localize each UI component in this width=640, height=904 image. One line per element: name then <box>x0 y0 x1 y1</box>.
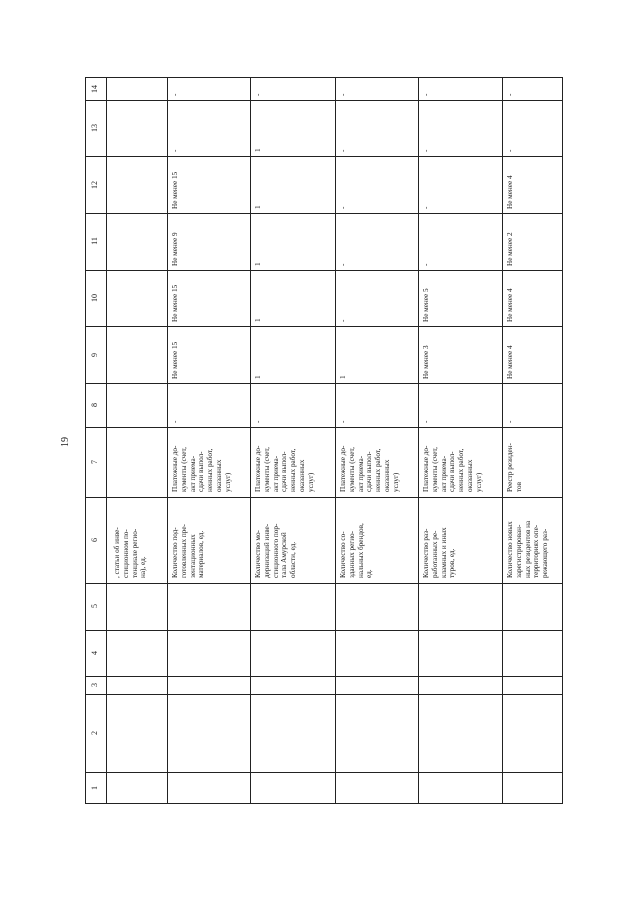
row-border <box>335 77 336 804</box>
value-cell: - <box>339 149 347 152</box>
column-border <box>85 213 563 214</box>
value-cell: - <box>422 93 430 96</box>
column-number: 4 <box>90 651 99 655</box>
column-number: 8 <box>90 403 99 407</box>
value-cell: - <box>254 93 262 96</box>
value-cell: Не менее 15 <box>171 341 179 379</box>
column-number: 2 <box>90 731 99 735</box>
source-cell: Платежные до- кументы (счет, акт приема- сдачи выпол- ненных работ, оказанных услуг) <box>254 445 315 492</box>
value-cell: - <box>506 149 514 152</box>
value-cell: 1 <box>254 375 262 379</box>
column-number: 5 <box>90 604 99 608</box>
indicator-cell: Количество мо- дернизаций инве- стиционного пор- тала Амурской области, ед. <box>254 523 298 578</box>
value-cell: Не менее 3 <box>422 345 430 379</box>
value-cell: - <box>422 206 430 209</box>
row-border <box>106 77 107 804</box>
value-cell: - <box>339 319 347 322</box>
column-border <box>85 694 563 695</box>
value-cell: - <box>339 420 347 423</box>
value-cell: - <box>506 93 514 96</box>
value-cell: 1 <box>254 148 262 152</box>
indicator-cell: Количество со- зданных регио- нальных брендов, ед. <box>339 523 374 578</box>
column-number: 6 <box>90 538 99 542</box>
column-number: 7 <box>90 460 99 464</box>
value-cell: 1 <box>254 262 262 266</box>
column-border <box>85 427 563 428</box>
value-cell: - <box>171 149 179 152</box>
row-border <box>250 77 251 804</box>
value-cell: - <box>254 420 262 423</box>
value-cell: Не менее 15 <box>171 284 179 322</box>
value-cell: 1 <box>254 205 262 209</box>
value-cell: - <box>422 263 430 266</box>
value-cell: Не менее 4 <box>506 175 514 209</box>
column-number: 3 <box>90 683 99 687</box>
value-cell: Не менее 4 <box>506 345 514 379</box>
column-number: 13 <box>90 124 99 132</box>
column-border <box>85 270 563 271</box>
value-cell: - <box>171 93 179 96</box>
source-cell: Реестр резиден- тов <box>506 443 523 492</box>
value-cell: Не менее 9 <box>171 232 179 266</box>
row-border <box>418 77 419 804</box>
column-number: 10 <box>90 294 99 302</box>
value-cell: - <box>339 263 347 266</box>
column-border <box>85 630 563 631</box>
value-cell: 1 <box>339 375 347 379</box>
indicator-cell: Количество раз- работанных ре- кламных и иных туров, ед. <box>422 527 457 578</box>
indicator-cell: Количество под- готовленных пре- зентационных материалов, ед. <box>171 524 206 578</box>
column-border <box>85 772 563 773</box>
source-cell: Платежные до- кументы (счет, акт приема- сдачи выпол- ненных работ, оказанных услуг) <box>339 445 400 492</box>
value-cell: Не менее 2 <box>506 232 514 266</box>
source-cell: Платежные до- кументы (счет, акт приема- сдачи выпол- ненных работ, оказанных услуг) <box>422 445 483 492</box>
value-cell: Не менее 15 <box>171 171 179 209</box>
column-border <box>85 676 563 677</box>
indicator-cell: , статьи об инве- стиционном по- тенциале регио- на), ед. <box>113 527 148 578</box>
column-border <box>85 156 563 157</box>
column-number: 11 <box>90 237 99 245</box>
column-border <box>85 497 563 498</box>
value-cell: Не менее 4 <box>506 288 514 322</box>
value-cell: - <box>339 93 347 96</box>
value-cell: - <box>506 420 514 423</box>
column-border <box>85 583 563 584</box>
value-cell: - <box>171 420 179 423</box>
column-number: 12 <box>90 181 99 189</box>
page-number: 19 <box>60 437 71 447</box>
column-border <box>85 100 563 101</box>
source-cell: Платежные до- кументы (счет, акт приема- сдачи выпол- ненных работ, оказанных услуг) <box>171 445 232 492</box>
indicator-cell: Количество новых зарегистрирован- ных резидентов на территориях опе- режающего раз- <box>506 520 550 578</box>
row-border <box>167 77 168 804</box>
column-number: 9 <box>90 353 99 357</box>
value-cell: Не менее 5 <box>422 288 430 322</box>
value-cell: - <box>422 420 430 423</box>
column-number: 1 <box>90 786 99 790</box>
value-cell: - <box>339 206 347 209</box>
column-border <box>85 383 563 384</box>
value-cell: 1 <box>254 318 262 322</box>
row-border <box>502 77 503 804</box>
column-border <box>85 326 563 327</box>
column-number: 14 <box>90 85 99 93</box>
value-cell: - <box>422 149 430 152</box>
